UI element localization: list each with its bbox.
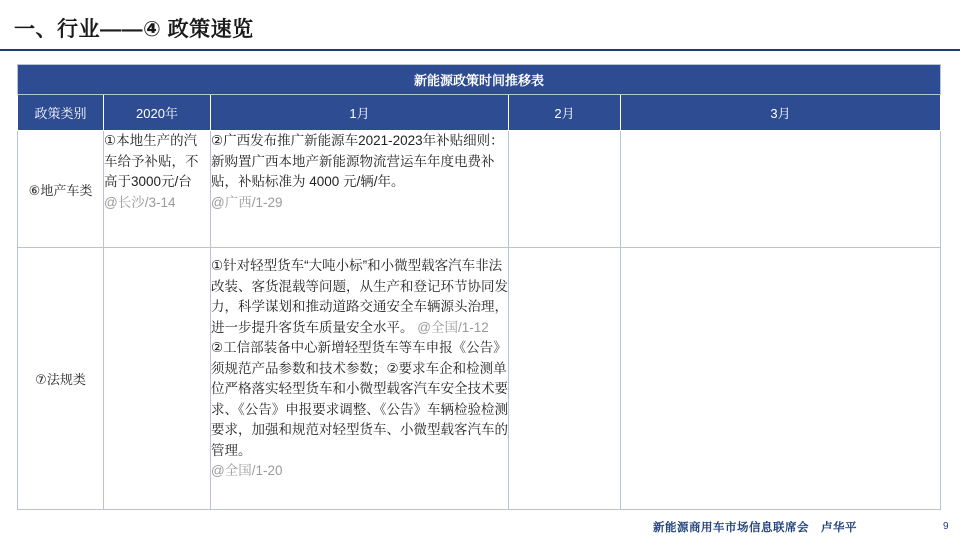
page-title: 一、行业——④ 政策速览: [14, 18, 254, 41]
column-header-january: 1月: [211, 95, 509, 131]
policy-cell-march: [621, 131, 941, 248]
column-header-march: 3月: [621, 95, 941, 131]
policy-source: @长沙/3-14: [104, 194, 176, 210]
page-number: 9: [943, 521, 949, 532]
table-row: [18, 248, 941, 510]
policy-source: @全国/1-12: [417, 319, 489, 335]
footer-organization: 新能源商用车市场信息联席会 卢华平: [653, 522, 857, 534]
policy-text: ②广西发布推广新能源车2021-2023年补贴细则：新购置广西本地产新能源物流营运车年度电费补贴，补贴标准为 4000 元/辆/年。: [211, 133, 504, 189]
policy-cell-february: [509, 131, 621, 248]
policy-cell-january: [211, 248, 509, 510]
title-divider: [0, 49, 960, 51]
category-cell: ⑦法规类: [18, 248, 104, 510]
policy-source: @全国/1-20: [211, 463, 283, 478]
table-banner: 新能源政策时间推移表: [18, 65, 941, 95]
policy-cell-february: [509, 248, 621, 510]
policy-cell-2020: [104, 248, 211, 510]
policy-text: ②工信部装备中心新增轻型货车等车申报《公告》须规范产品参数和技术参数；②要求车企和检测单位严格落实轻型货车和小微型载客汽车安全技术要求、《公告》申报要求调整、《公告》车辆检验检测要求，加强和规范对轻型货车、小微型载客汽车的管理。: [211, 340, 508, 458]
category-cell: ⑥地产车类: [18, 131, 104, 248]
table-row: [18, 131, 941, 248]
column-header-category: 政策类别: [18, 95, 104, 131]
policy-cell-2020: [104, 131, 211, 248]
policy-cell-march: [621, 248, 941, 510]
policy-cell-january: [211, 131, 509, 248]
policy-text: ①针对轻型货车“大吨小标”和小微型载客汽车非法改装、客货混载等问题，从生产和登记环节协同发力，科学谋划和推动道路交通安全车辆源头治理，进一步提升客货车质量安全水平。: [211, 258, 508, 335]
policy-timeline-table: [17, 64, 941, 510]
column-header-2020: 2020年: [104, 95, 211, 131]
policy-source: @广西/1-29: [211, 194, 283, 210]
column-header-february: 2月: [509, 95, 621, 131]
policy-text: ①本地生产的汽车给予补贴，不高于3000元/台: [104, 133, 199, 189]
